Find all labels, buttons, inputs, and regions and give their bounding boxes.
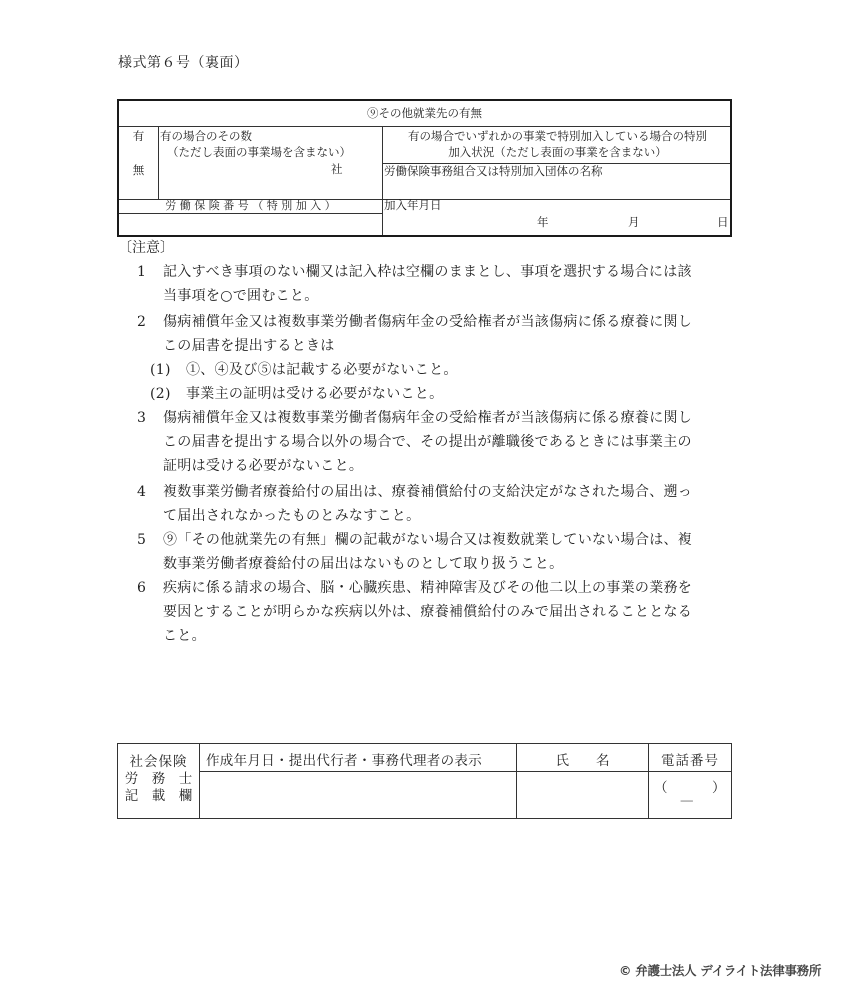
- divider: [158, 126, 159, 199]
- join-year-field[interactable]: [449, 214, 539, 232]
- phone-field[interactable]: [650, 773, 730, 817]
- note-line: 複数事業労働者療養給付の届出は、療養補償給付の支給決定がなされた場合、遡っ: [163, 484, 693, 500]
- special-status-label-line1: 有の場合でいずれかの事業で特別加入している場合の特別: [408, 129, 707, 143]
- note-number: (2): [150, 386, 171, 402]
- note-line: 事業主の証明は受ける必要がないこと。: [186, 386, 444, 402]
- note-number: 6: [137, 580, 147, 596]
- col-header-name: 氏 名: [555, 753, 610, 769]
- note-line: 疾病に係る請求の場合、脳・心臓疾患、精神障害及びその他二以上の事業の業務を: [163, 580, 693, 596]
- note-number: 3: [137, 410, 147, 426]
- note-number: 2: [137, 314, 147, 330]
- note-line: この届書を提出する場合以外の場合で、その提出が離職後であるときには事業主の: [163, 434, 692, 450]
- phone-dash: —: [680, 793, 694, 809]
- divider: [119, 126, 730, 127]
- insurance-number-field[interactable]: [121, 215, 380, 234]
- count-label: 有の場合のその数: [160, 129, 252, 143]
- note-line: 傷病補償年金又は複数事業労働者傷病年金の受給権者が当該傷病に係る療養に関し: [163, 410, 693, 426]
- col-header-phone: 電話番号: [661, 753, 719, 769]
- note-line: この届書を提出するときは: [163, 338, 335, 354]
- table-header: ⑨その他就業先の有無: [367, 106, 482, 120]
- side-label-line2: 労 務 士: [124, 771, 193, 787]
- insurance-number-label: 労 働 保 険 番 号 （ 特 別 加 入 ）: [165, 199, 336, 212]
- note-line: 要因とすることが明らかな疾病以外は、療養補償給付のみで届出されることとなる: [163, 604, 693, 620]
- phone-area-open: （: [654, 780, 668, 796]
- divider: [382, 126, 383, 235]
- join-year-unit: 年: [537, 215, 549, 229]
- note-line: て届出されなかったものとみなすこと。: [163, 508, 421, 524]
- note-line: 記入すべき事項のない欄又は記入枠は空欄のままとし、事項を選択する場合には該: [163, 264, 692, 280]
- note-line: 証明は受ける必要がないこと。: [163, 458, 364, 474]
- other-employment-table: [117, 99, 732, 237]
- join-month-unit: 月: [628, 215, 640, 229]
- note-line: 数事業労働者療養給付の届出はないものとして取り扱うこと。: [163, 556, 564, 572]
- count-note: （ただし表面の事業場を含まない）: [167, 145, 351, 159]
- org-name-field[interactable]: [384, 179, 728, 197]
- count-unit: 社: [331, 162, 343, 176]
- name-field[interactable]: [518, 773, 646, 817]
- labor-consultant-table: [117, 743, 732, 819]
- note-number: 1: [137, 264, 147, 280]
- preparation-field[interactable]: [201, 773, 514, 817]
- join-day-unit: 日: [717, 215, 729, 229]
- notes-heading: 〔注意〕: [118, 240, 174, 256]
- phone-area-close: ）: [712, 780, 726, 796]
- divider: [200, 771, 731, 772]
- note-line: ⑨「その他就業先の有無」欄の記載がない場合又は複数就業していない場合は、複: [163, 532, 693, 548]
- side-label-line1: 社会保険: [129, 754, 188, 770]
- note-number: (1): [150, 362, 171, 378]
- special-status-label-line2: 加入状況（ただし表面の事業を含まない）: [448, 145, 667, 159]
- note-line: ①、④及び⑤は記載する必要がないこと。: [186, 362, 458, 378]
- note-line: 当事項を○で囲むこと。: [163, 288, 319, 304]
- side-label-line3: 記 載 欄: [124, 788, 193, 804]
- col-header-preparation: 作成年月日・提出代行者・事務代理者の表示: [206, 753, 482, 769]
- divider: [119, 213, 383, 214]
- yes-option[interactable]: 有: [132, 129, 145, 143]
- note-number: 4: [137, 484, 147, 500]
- form-title: 様式第６号（裏面）: [118, 55, 249, 71]
- no-option[interactable]: 無: [132, 163, 145, 177]
- copyright-notice: © 弁護士法人 デイライト法律事務所: [619, 963, 822, 978]
- divider: [199, 744, 200, 818]
- note-number: 5: [137, 532, 147, 548]
- note-line: こと。: [163, 628, 206, 644]
- join-date-label: 加入年月日: [384, 198, 442, 212]
- org-name-label: 労働保険事務組合又は特別加入団体の名称: [384, 164, 603, 178]
- note-line: 傷病補償年金又は複数事業労働者傷病年金の受給権者が当該傷病に係る療養に関し: [163, 314, 693, 330]
